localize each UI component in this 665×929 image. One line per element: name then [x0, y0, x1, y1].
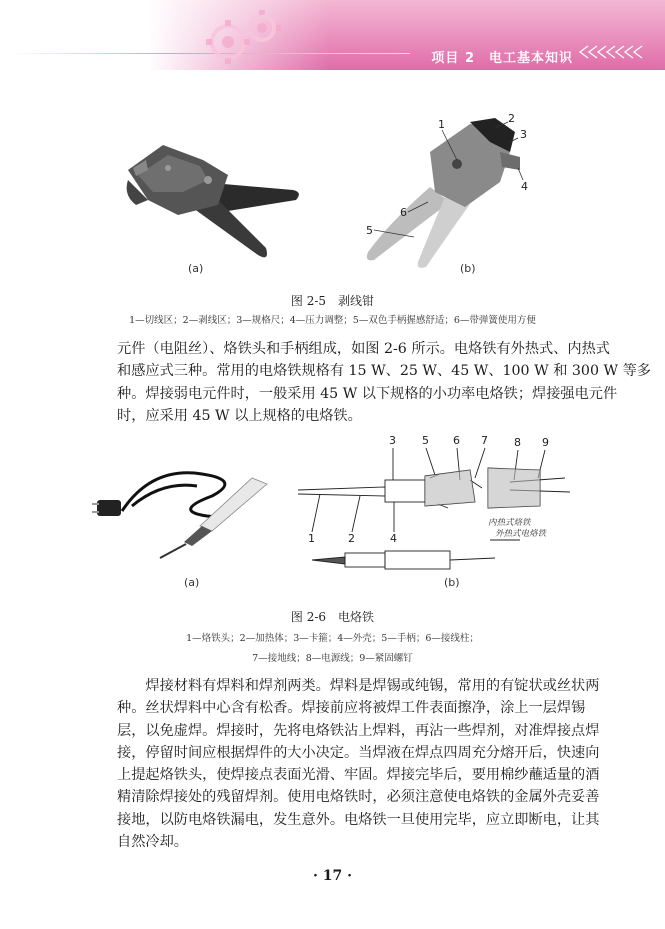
callout-1: 1 [438, 118, 445, 131]
page-header [0, 0, 665, 70]
text-line: 种。焊接弱电元件时，一般采用 45 W 以下规格的小功率电烙铁；焊接强电元件 [117, 385, 618, 402]
callout-8: 8 [514, 436, 521, 449]
soldering-iron-photo-a [92, 456, 272, 566]
callout-4: 4 [390, 532, 397, 545]
figure-2-6-caption: 图 2-6 电烙铁 [290, 610, 375, 624]
callout-2: 2 [348, 532, 355, 545]
callout-1: 1 [308, 532, 315, 545]
figure-2-5-legend: 1—切线区；2—剥线区；3—规格尺；4—压力调整；5—双色手柄握感舒适；6—带弹簧使用方便 [129, 315, 536, 326]
callout-3: 3 [520, 128, 527, 141]
gear-decoration-icon [190, 6, 300, 66]
figure-2-6-label-a: (a) [184, 576, 200, 589]
callout-6: 6 [400, 206, 407, 219]
text-line: 种。丝状焊料中心含有松香。焊接前应将被焊工件表面擦净，涂上一层焊锡 [117, 700, 586, 717]
figure-2-6-label-b: (b) [444, 576, 460, 589]
figure-2-6-legend-line-2: 7—接地线；8—电源线；9—紧固螺钉 [252, 653, 413, 664]
callout-5: 5 [422, 434, 429, 447]
text-line: 上提起烙铁头，使焊接点表面光滑、牢固。焊接完毕后，要用棉纱蘸适量的酒 [117, 767, 600, 784]
figure-2-5-caption: 图 2-5 剥线钳 [290, 294, 375, 308]
figure-2-5-label-b: (b) [460, 262, 476, 275]
callout-5: 5 [366, 224, 373, 237]
text-line: 元件（电阻丝）、烙铁头和手柄组成，如图 2-6 所示。电烙铁有外热式、内热式 [117, 341, 610, 357]
chevron-left-arrows-icon [577, 44, 649, 60]
callout-4: 4 [521, 180, 528, 193]
text-line: 焊接材料有焊料和焊剂两类。焊料是焊锡或纯锡，常用的有锭状或丝状两 [117, 678, 600, 694]
text-line: 精清除焊接处的残留焊剂。使用电烙铁时，必须注意使电烙铁的金属外壳妥善 [117, 789, 600, 806]
callout-2: 2 [508, 112, 515, 125]
text-line: 时，应采用 45 W 以上规格的电烙铁。 [117, 407, 362, 424]
wire-stripper-photo-a [108, 120, 308, 265]
paragraph-soldering-materials [117, 675, 600, 853]
paragraph-soldering-iron-types [117, 338, 651, 427]
handwritten-outer-label: 外热式电烙铁 [495, 529, 547, 539]
text-line: 接，停留时间应根据焊件的大小决定。当焊液在焊点四周充分熔开后，快速向 [117, 744, 600, 761]
header-title: 项目 2 电工基本知识 [431, 51, 573, 66]
text-line: 和感应式三种。常用的电烙铁规格有 15 W、25 W、45 W、100 W 和 300 W 等多 [117, 363, 651, 380]
callout-7: 7 [481, 434, 488, 447]
wire-stripper-photo-b [360, 112, 540, 272]
page-number: · 17 · [313, 868, 352, 884]
text-line: 层，以免虚焊。焊接时，先将电烙铁沾上焊料，再沾一些焊剂，对准焊接点焊 [117, 722, 600, 739]
callout-6: 6 [453, 434, 460, 447]
callout-9: 9 [542, 436, 549, 449]
handwritten-inner-label: 内热式烙铁 [488, 518, 531, 528]
figure-2-6-legend-line-1: 1—烙铁头；2—加热体；3—卡箍；4—外壳；5—手柄；6—接线柱； [186, 633, 479, 644]
text-line: 自然冷却。 [117, 834, 188, 851]
soldering-iron-diagram-b [290, 430, 580, 580]
text-line: 接地，以防电烙铁漏电，发生意外。电烙铁一旦使用完毕，应立即断电，让其 [117, 811, 600, 828]
figure-2-5-label-a: (a) [188, 262, 204, 275]
callout-3: 3 [389, 434, 396, 447]
